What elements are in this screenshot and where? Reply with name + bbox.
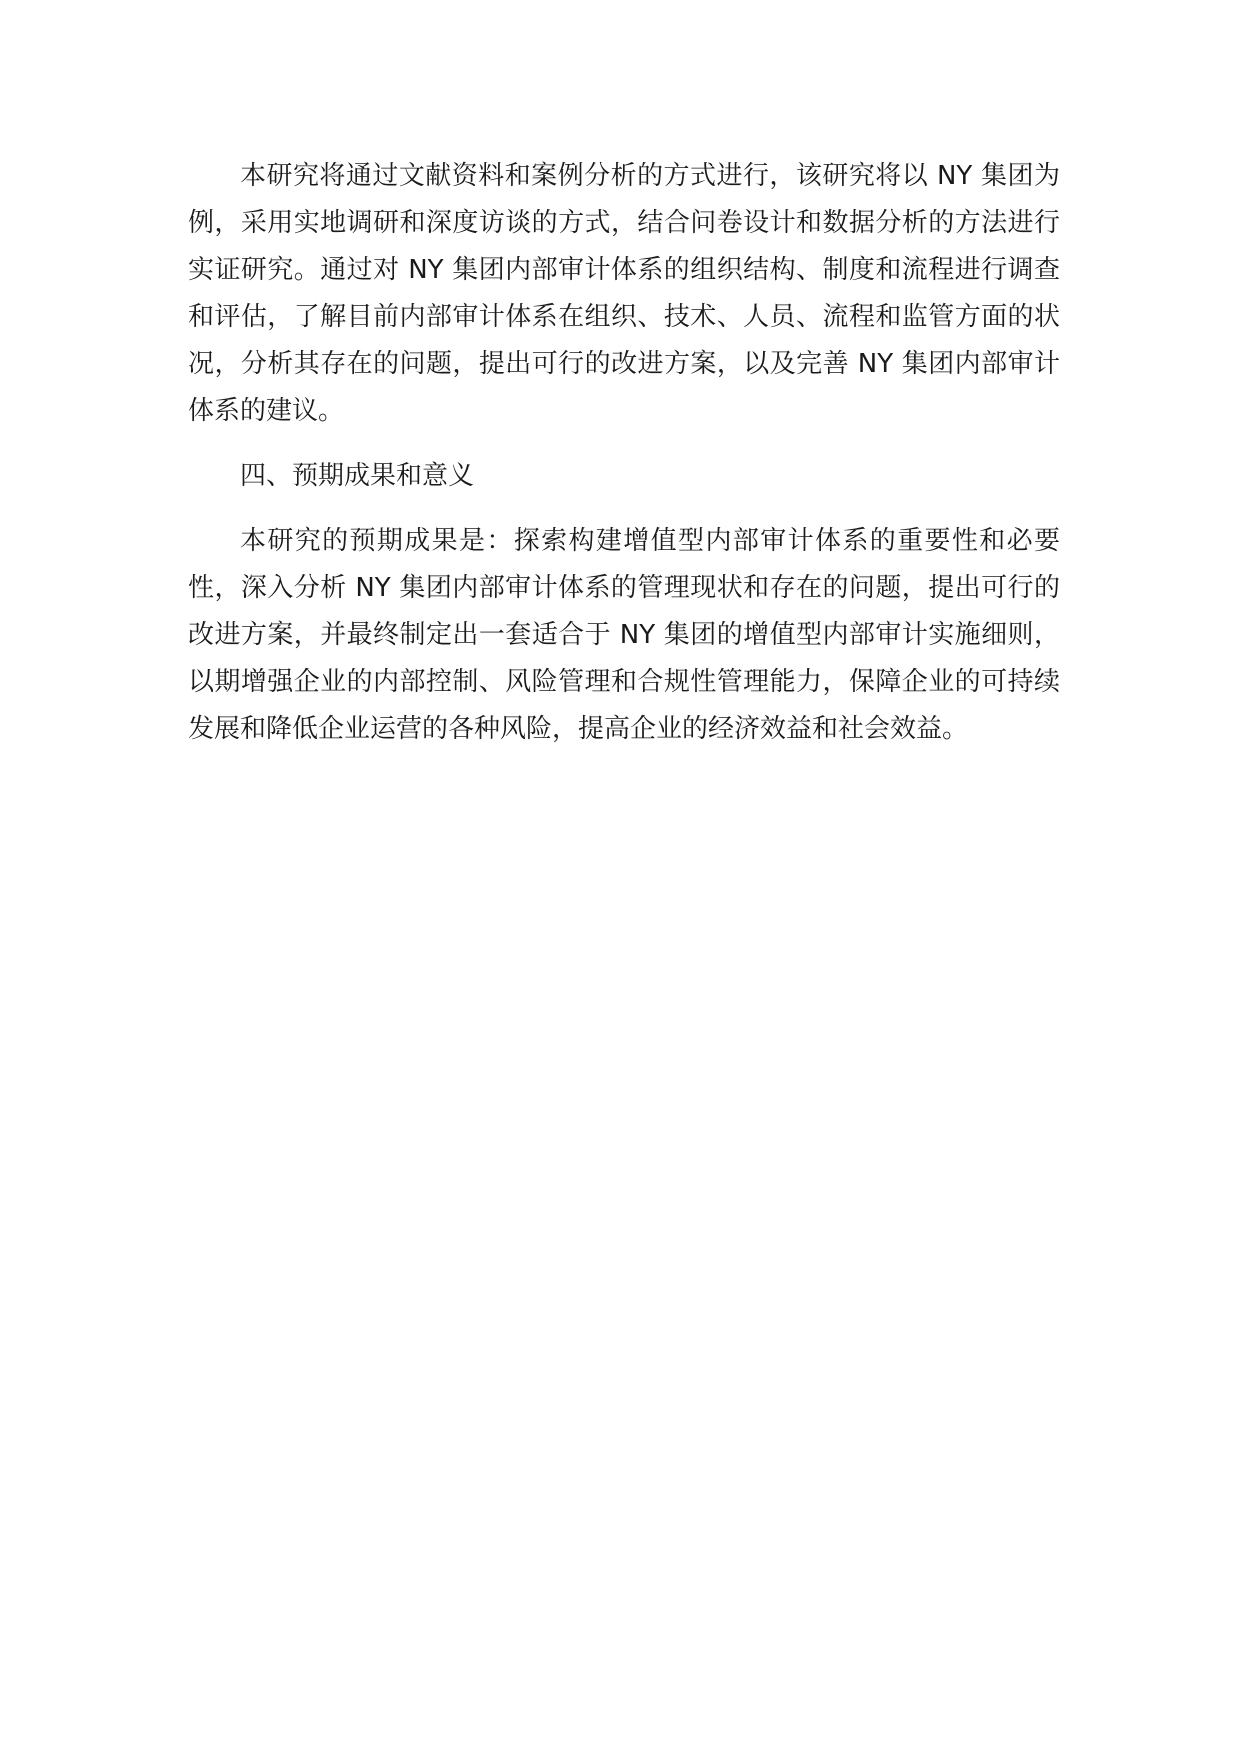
paragraph-expected-results: 本研究的预期成果是：探索构建增值型内部审计体系的重要性和必要性，深入分析 NY 集团内部审计体系的管理现状和存在的问题，提出可行的改进方案，并最终制定出一套适合于 NY 集团的增值型内部审计实施细则，以期增强企业的内部控制、风险管理和合规性管理能力，保障企业的可持续发展和降低企业运营的各种风险，提高企业的经济效益和社会效益。 — [188, 526, 1060, 744]
paragraph-research-method: 本研究将通过文献资料和案例分析的方式进行，该研究将以 NY 集团为例，采用实地调研和深度访谈的方式，结合问卷设计和数据分析的方法进行实证研究。通过对 NY 集团内部审计体系的组织结构、制度和流程进行调查和评估，了解目前内部审计体系在组织、技术、人员、流程和监管方面的状况，分析其存在的问题，提出可行的改进方案，以及完善 NY 集团内部审计体系的建议。 — [188, 161, 1060, 426]
document-body — [188, 153, 1060, 753]
section-heading-expected-results: 四、预期成果和意义 — [240, 461, 475, 491]
